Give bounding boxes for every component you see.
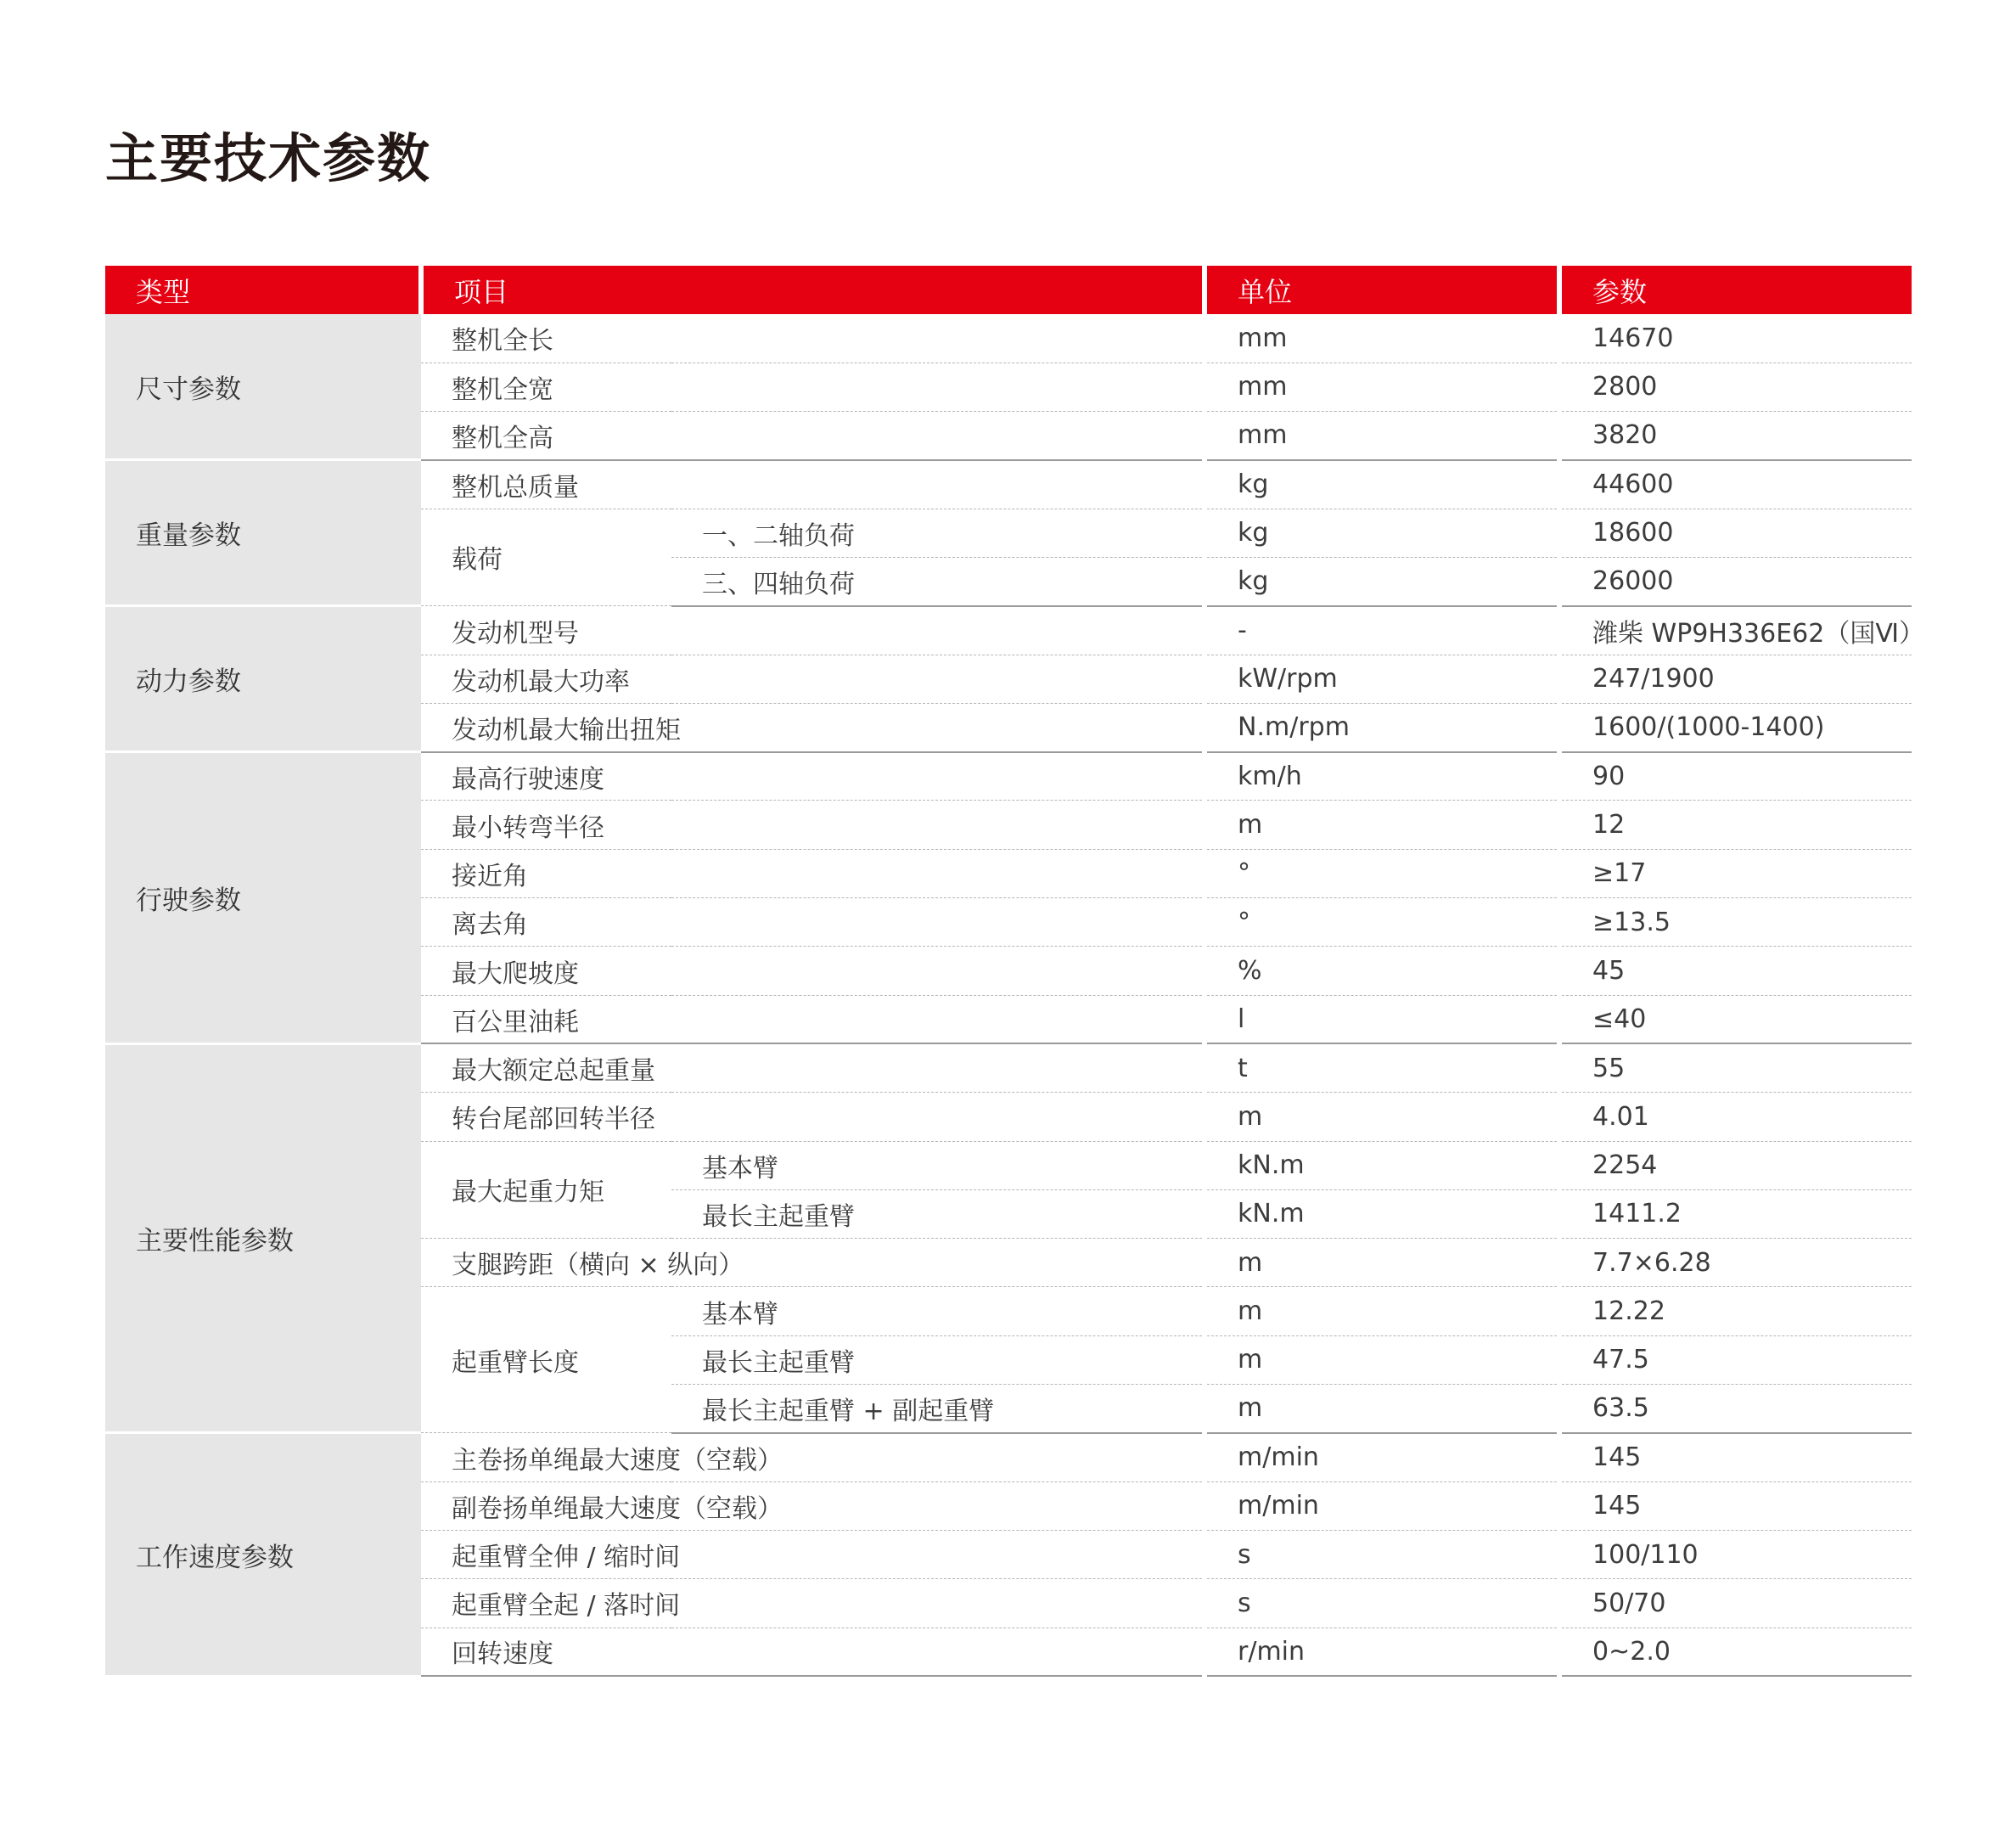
value-cell: ≤40 <box>1559 995 1912 1043</box>
unit-cell: r/min <box>1205 1628 1559 1676</box>
unit-cell: s <box>1205 1530 1559 1578</box>
category-weight: 重量参数 <box>105 460 421 606</box>
table-row <box>105 1433 1912 1481</box>
unit-cell: km/h <box>1205 752 1559 801</box>
sub-item-cell: 基本臂 <box>671 1287 1205 1335</box>
value-cell: 4.01 <box>1559 1093 1912 1141</box>
item-cell: 支腿跨距（横向 × 纵向） <box>421 1239 1205 1287</box>
value-cell: 1411.2 <box>1559 1189 1912 1238</box>
value-cell: 14670 <box>1559 314 1912 363</box>
category-power: 动力参数 <box>105 606 421 752</box>
unit-cell: % <box>1205 947 1559 995</box>
unit-cell: kg <box>1205 460 1559 509</box>
unit-cell: m <box>1205 1385 1559 1433</box>
header-type: 类型 <box>105 266 421 314</box>
unit-cell: kN.m <box>1205 1189 1559 1238</box>
item-cell: 主卷扬单绳最大速度（空载） <box>421 1433 1205 1481</box>
unit-cell: kW/rpm <box>1205 655 1559 703</box>
unit-cell: - <box>1205 606 1559 655</box>
category-driving: 行驶参数 <box>105 752 421 1044</box>
value-cell: 1600/(1000-1400) <box>1559 703 1912 751</box>
unit-cell: kg <box>1205 509 1559 557</box>
value-cell: 0~2.0 <box>1559 1628 1912 1676</box>
value-cell: 63.5 <box>1559 1385 1912 1433</box>
unit-cell: ° <box>1205 898 1559 947</box>
value-cell: 18600 <box>1559 509 1912 557</box>
item-cell: 发动机最大功率 <box>421 655 1205 703</box>
item-cell: 整机总质量 <box>421 460 1205 509</box>
table-row <box>105 1043 1912 1092</box>
group-boom: 起重臂长度 <box>421 1287 671 1433</box>
item-cell: 整机全宽 <box>421 363 1205 411</box>
value-cell: 潍柴 WP9H336E62（国Ⅵ） <box>1559 606 1912 655</box>
header-item: 项目 <box>421 266 1205 314</box>
table-row <box>105 606 1912 655</box>
value-cell: 12 <box>1559 801 1912 849</box>
unit-cell: m <box>1205 1239 1559 1287</box>
item-cell: 最高行驶速度 <box>421 752 1205 801</box>
value-cell: 12.22 <box>1559 1287 1912 1335</box>
sub-item-cell: 最长主起重臂 <box>671 1335 1205 1384</box>
unit-cell: N.m/rpm <box>1205 703 1559 751</box>
sub-item-cell: 三、四轴负荷 <box>671 557 1205 605</box>
unit-cell: kg <box>1205 557 1559 605</box>
unit-cell: mm <box>1205 412 1559 460</box>
category-speed: 工作速度参数 <box>105 1433 421 1676</box>
item-cell: 发动机最大输出扭矩 <box>421 703 1205 751</box>
group-load: 载荷 <box>421 509 671 606</box>
item-cell: 离去角 <box>421 898 1205 947</box>
unit-cell: m <box>1205 1093 1559 1141</box>
value-cell: 247/1900 <box>1559 655 1912 703</box>
value-cell: ≥17 <box>1559 849 1912 897</box>
item-cell: 百公里油耗 <box>421 995 1205 1043</box>
table-row <box>105 460 1912 509</box>
value-cell: 44600 <box>1559 460 1912 509</box>
unit-cell: m/min <box>1205 1433 1559 1481</box>
value-cell: 2254 <box>1559 1141 1912 1189</box>
unit-cell: mm <box>1205 363 1559 411</box>
value-cell: 3820 <box>1559 412 1912 460</box>
item-cell: 最小转弯半径 <box>421 801 1205 849</box>
value-cell: 55 <box>1559 1043 1912 1092</box>
item-cell: 回转速度 <box>421 1628 1205 1676</box>
sub-item-cell: 基本臂 <box>671 1141 1205 1189</box>
table-row <box>105 752 1912 801</box>
item-cell: 发动机型号 <box>421 606 1205 655</box>
unit-cell: m <box>1205 1335 1559 1384</box>
item-cell: 整机全长 <box>421 314 1205 363</box>
group-moment: 最大起重力矩 <box>421 1141 671 1239</box>
header-value: 参数 <box>1559 266 1912 314</box>
category-size: 尺寸参数 <box>105 314 421 460</box>
page-title: 主要技术参数 <box>105 127 432 189</box>
value-cell: 50/70 <box>1559 1579 1912 1628</box>
item-cell: 副卷扬单绳最大速度（空载） <box>421 1481 1205 1530</box>
table-row <box>105 314 1912 363</box>
item-cell: 转台尾部回转半径 <box>421 1093 1205 1141</box>
unit-cell: s <box>1205 1579 1559 1628</box>
table-header-row <box>105 266 1912 314</box>
unit-cell: t <box>1205 1043 1559 1092</box>
item-cell: 最大爬坡度 <box>421 947 1205 995</box>
item-cell: 最大额定总起重量 <box>421 1043 1205 1092</box>
category-performance: 主要性能参数 <box>105 1043 421 1432</box>
sub-item-cell: 最长主起重臂 + 副起重臂 <box>671 1385 1205 1433</box>
sub-item-cell: 一、二轴负荷 <box>671 509 1205 557</box>
value-cell: 2800 <box>1559 363 1912 411</box>
spec-table <box>105 266 1925 1678</box>
unit-cell: ° <box>1205 849 1559 897</box>
value-cell: 100/110 <box>1559 1530 1912 1578</box>
item-cell: 起重臂全起 / 落时间 <box>421 1579 1205 1628</box>
unit-cell: l <box>1205 995 1559 1043</box>
value-cell: 45 <box>1559 947 1912 995</box>
item-cell: 起重臂全伸 / 缩时间 <box>421 1530 1205 1578</box>
item-cell: 整机全高 <box>421 412 1205 460</box>
value-cell: 26000 <box>1559 557 1912 605</box>
value-cell: 47.5 <box>1559 1335 1912 1384</box>
sub-item-cell: 最长主起重臂 <box>671 1189 1205 1238</box>
item-cell: 接近角 <box>421 849 1205 897</box>
value-cell: 145 <box>1559 1433 1912 1481</box>
value-cell: 145 <box>1559 1481 1912 1530</box>
unit-cell: m/min <box>1205 1481 1559 1530</box>
unit-cell: kN.m <box>1205 1141 1559 1189</box>
value-cell: 7.7×6.28 <box>1559 1239 1912 1287</box>
unit-cell: mm <box>1205 314 1559 363</box>
unit-cell: m <box>1205 801 1559 849</box>
value-cell: 90 <box>1559 752 1912 801</box>
header-unit: 单位 <box>1205 266 1559 314</box>
unit-cell: m <box>1205 1287 1559 1335</box>
value-cell: ≥13.5 <box>1559 898 1912 947</box>
